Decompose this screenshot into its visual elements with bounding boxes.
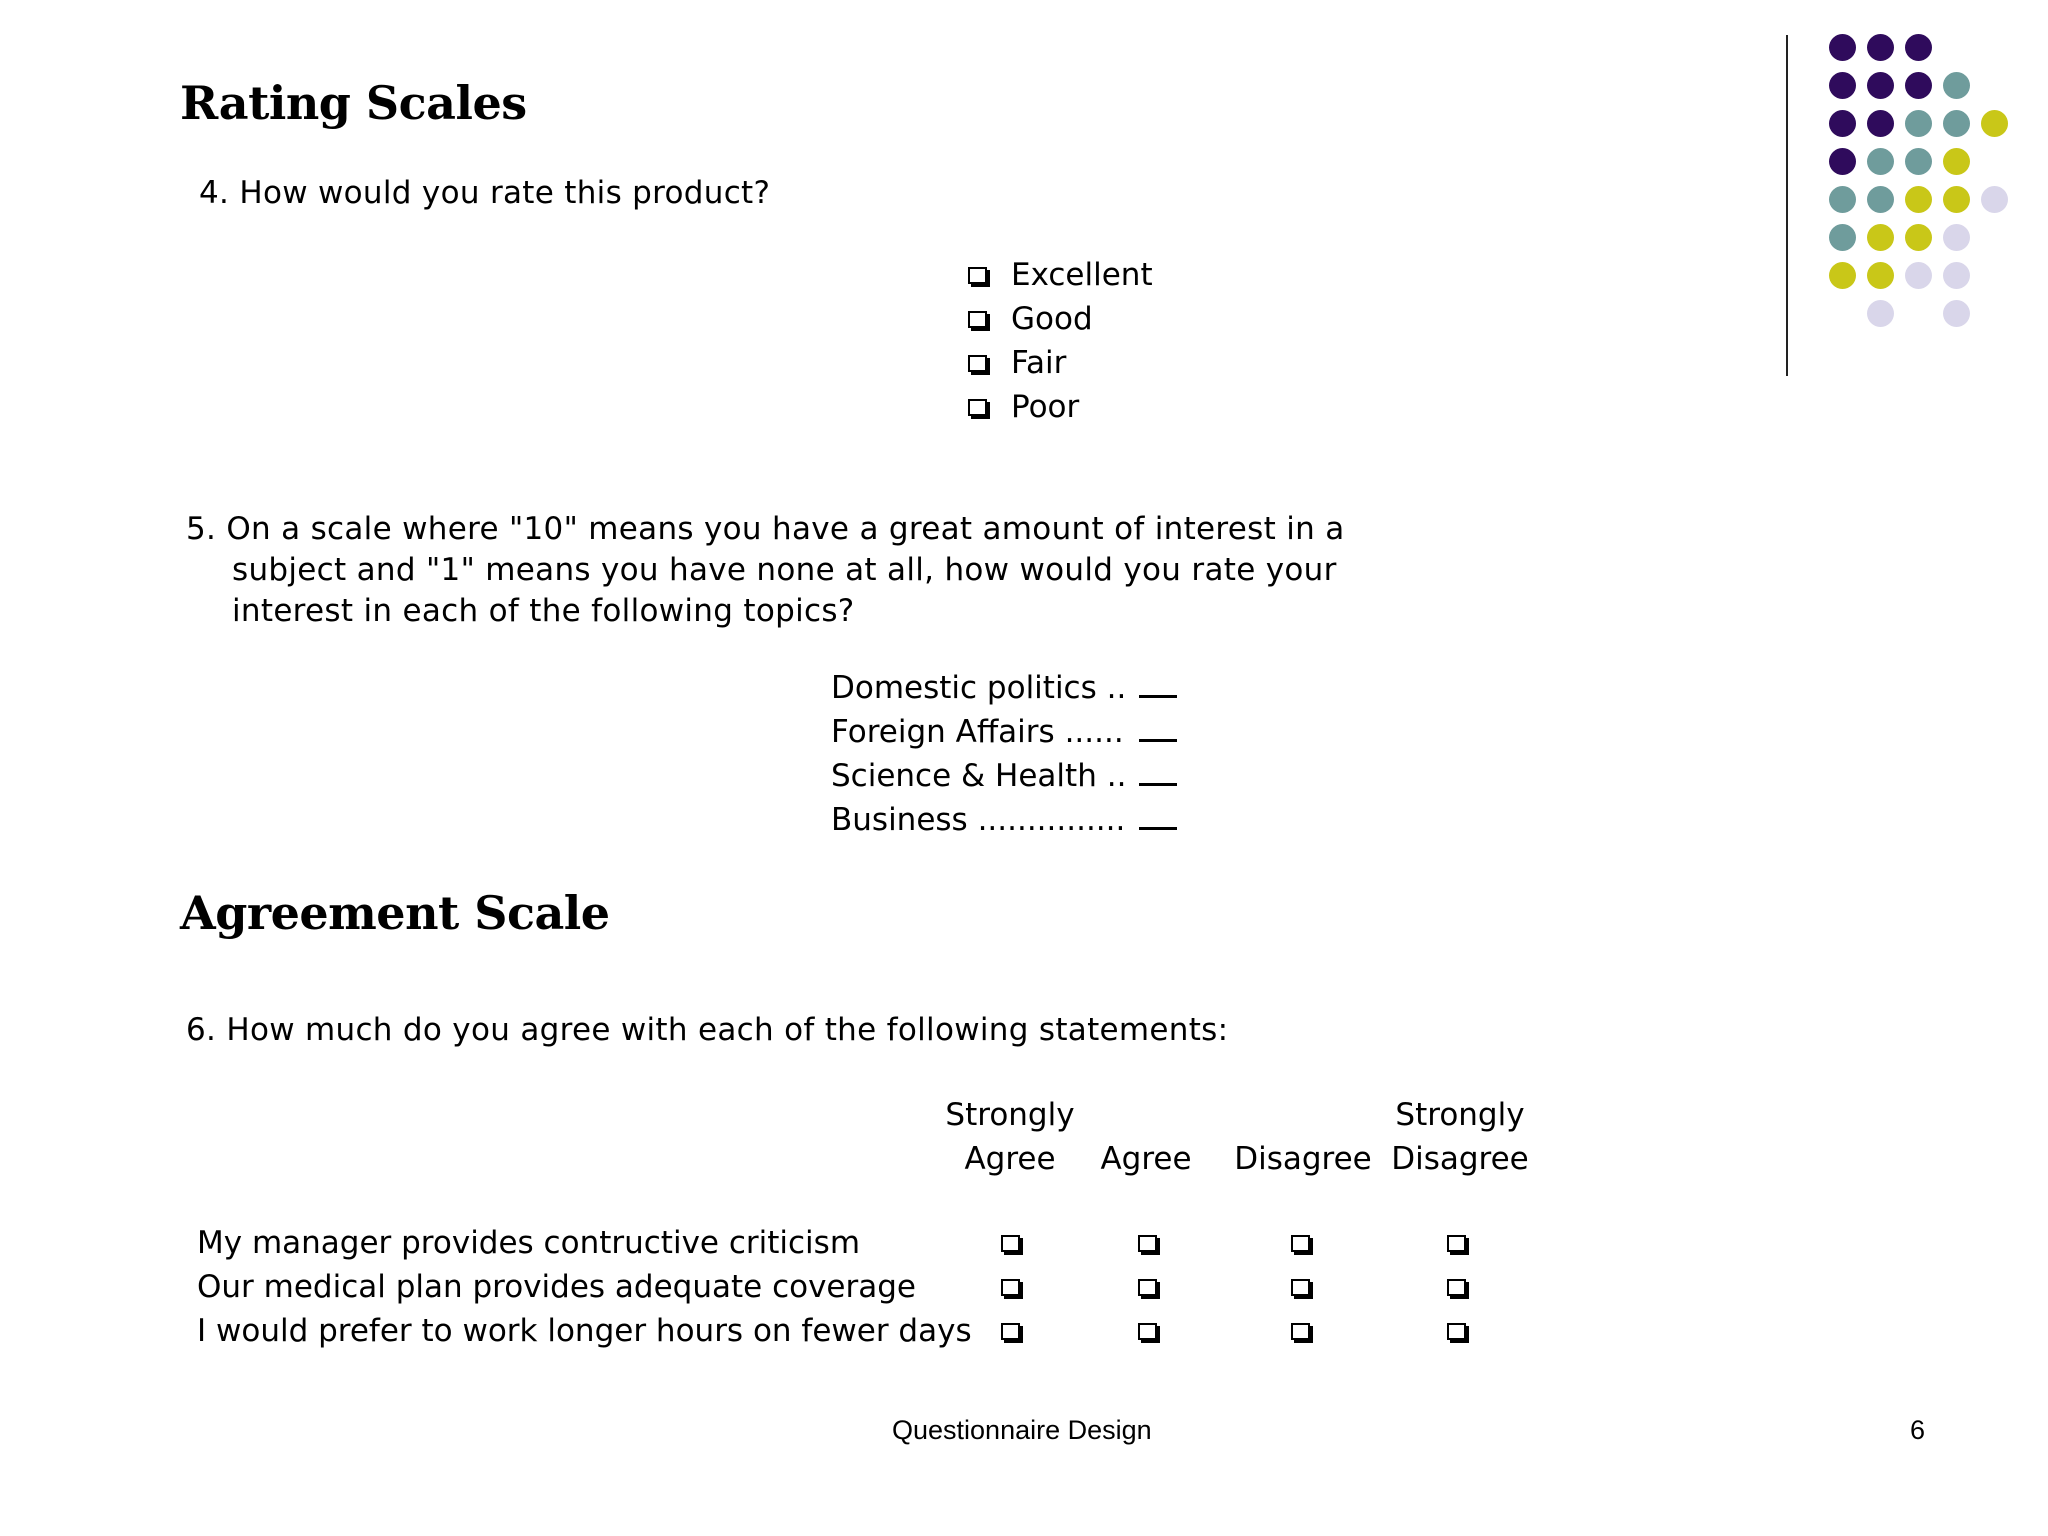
- topic-row: [831, 758, 1177, 802]
- decorative-dot: [1829, 262, 1856, 289]
- question-5-text: [186, 509, 1345, 632]
- footer-title: Questionnaire Design: [892, 1415, 1152, 1445]
- topic-row: [831, 802, 1177, 846]
- checkbox-r2-agree[interactable]: [1138, 1279, 1157, 1296]
- divider-line: [1786, 35, 1788, 376]
- col-header-line1: [1086, 1093, 1206, 1137]
- decorative-dot: [1867, 224, 1894, 251]
- col-header-line2: Agree: [964, 1141, 1056, 1177]
- decorative-dot: [1867, 34, 1894, 61]
- rating-blank[interactable]: [1139, 695, 1177, 698]
- decorative-dot: [1905, 72, 1932, 99]
- checkbox[interactable]: [968, 267, 987, 284]
- option-label: Poor: [1011, 389, 1080, 425]
- decorative-dot: [1867, 186, 1894, 213]
- decorative-dot: [1943, 72, 1970, 99]
- rating-blank[interactable]: [1139, 739, 1177, 742]
- decorative-dot: [1867, 300, 1894, 327]
- topic-dots: ..: [1106, 758, 1127, 794]
- decorative-dot: [1981, 186, 2008, 213]
- checkbox-r1-agree[interactable]: [1138, 1235, 1157, 1252]
- checkbox-r3-disagree[interactable]: [1291, 1323, 1310, 1340]
- option-label: Excellent: [1011, 257, 1153, 293]
- checkbox-r2-disagree[interactable]: [1291, 1279, 1310, 1296]
- topic-label: Science & Health: [831, 758, 1097, 794]
- decorative-dot: [1905, 148, 1932, 175]
- checkbox-r2-strongly-disagree[interactable]: [1447, 1279, 1466, 1296]
- decorative-dot: [1867, 262, 1894, 289]
- q5-line: subject and "1" means you have none at all, how would you rate your: [232, 552, 1337, 588]
- statement-label: Our medical plan provides adequate coverage: [197, 1269, 916, 1305]
- option-label: Good: [1011, 301, 1093, 337]
- topic-dots: ...............: [977, 802, 1126, 838]
- statement-list: [197, 1221, 972, 1353]
- decorative-dot: [1867, 72, 1894, 99]
- decorative-dot: [1905, 34, 1932, 61]
- question-4-text: 4. How would you rate this product?: [199, 175, 771, 211]
- col-header-disagree: [1228, 1093, 1378, 1181]
- question-6-text: 6. How much do you agree with each of the following statements:: [186, 1012, 1229, 1048]
- rating-blank[interactable]: [1139, 783, 1177, 786]
- decorative-dot: [1981, 110, 2008, 137]
- option-label: Fair: [1011, 345, 1067, 381]
- q4-option-excellent[interactable]: [968, 253, 1153, 297]
- topic-row: [831, 714, 1177, 758]
- decorative-dot: [1829, 224, 1856, 251]
- checkbox-r3-strongly-agree[interactable]: [1001, 1323, 1020, 1340]
- decorative-dot: [1943, 148, 1970, 175]
- checkbox[interactable]: [968, 311, 987, 328]
- decorative-dot: [1867, 110, 1894, 137]
- decorative-dot: [1905, 110, 1932, 137]
- rating-blank[interactable]: [1139, 827, 1177, 830]
- decorative-dot: [1943, 110, 1970, 137]
- q4-options: [968, 253, 1153, 429]
- checkbox-r2-strongly-agree[interactable]: [1001, 1279, 1020, 1296]
- topic-label: Foreign Affairs: [831, 714, 1055, 750]
- q4-option-poor[interactable]: [968, 385, 1153, 429]
- q5-line: interest in each of the following topics?: [232, 593, 855, 629]
- decorative-dot: [1867, 148, 1894, 175]
- decorative-dot: [1943, 224, 1970, 251]
- topic-dots: ..: [1106, 670, 1127, 706]
- col-header-line1: [1228, 1093, 1378, 1137]
- col-header-strongly-disagree: [1385, 1093, 1535, 1181]
- col-header-line1: Strongly: [1395, 1097, 1525, 1133]
- decorative-dot: [1943, 262, 1970, 289]
- decorative-dot: [1829, 72, 1856, 99]
- topic-label: Business: [831, 802, 968, 838]
- col-header-line1: Strongly: [945, 1097, 1075, 1133]
- statement-label: My manager provides contructive criticism: [197, 1225, 861, 1261]
- page-number: 6: [1910, 1415, 1926, 1445]
- checkbox-r1-strongly-disagree[interactable]: [1447, 1235, 1466, 1252]
- decorative-dot: [1943, 300, 1970, 327]
- topic-label: Domestic politics: [831, 670, 1097, 706]
- statement-label: I would prefer to work longer hours on fewer days: [197, 1313, 972, 1349]
- decorative-dot: [1829, 110, 1856, 137]
- checkbox-r1-strongly-agree[interactable]: [1001, 1235, 1020, 1252]
- agreement-scale-heading: Agreement Scale: [180, 886, 610, 940]
- rating-scales-heading: Rating Scales: [180, 76, 527, 130]
- col-header-line2: Agree: [1100, 1141, 1192, 1177]
- checkbox[interactable]: [968, 355, 987, 372]
- col-header-line2: Disagree: [1391, 1141, 1529, 1177]
- checkbox-r3-strongly-disagree[interactable]: [1447, 1323, 1466, 1340]
- q5-topics: [831, 670, 1177, 846]
- q4-option-fair[interactable]: [968, 341, 1153, 385]
- decorative-dot: [1829, 34, 1856, 61]
- decorative-dot: [1905, 262, 1932, 289]
- col-header-agree: [1086, 1093, 1206, 1181]
- decorative-dot: [1829, 186, 1856, 213]
- checkbox[interactable]: [968, 399, 987, 416]
- topic-dots: ......: [1064, 714, 1124, 750]
- col-header-strongly-agree: [940, 1093, 1080, 1181]
- decorative-dot: [1905, 224, 1932, 251]
- decorative-dot: [1905, 186, 1932, 213]
- checkbox-r1-disagree[interactable]: [1291, 1235, 1310, 1252]
- checkbox-r3-agree[interactable]: [1138, 1323, 1157, 1340]
- q4-option-good[interactable]: [968, 297, 1153, 341]
- decorative-dot: [1943, 186, 1970, 213]
- decorative-dot: [1829, 148, 1856, 175]
- q5-line: 5. On a scale where "10" means you have a great amount of interest in a: [186, 511, 1345, 547]
- topic-row: [831, 670, 1177, 714]
- col-header-line2: Disagree: [1234, 1141, 1372, 1177]
